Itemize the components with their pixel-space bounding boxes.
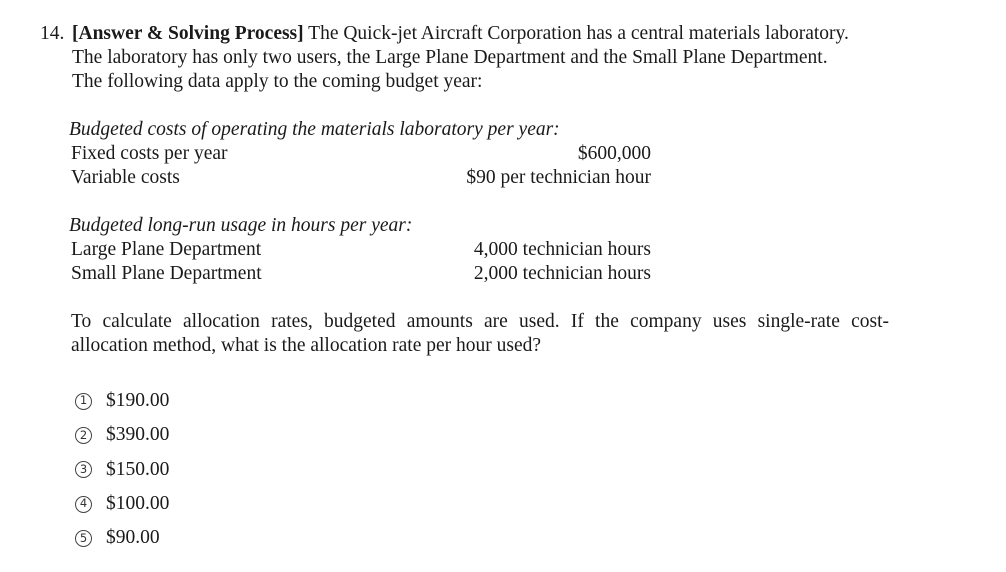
usage-row-value: 4,000 technician hours xyxy=(473,239,651,260)
option-number-circle: 3 xyxy=(75,461,92,478)
question-line-3: The following data apply to the coming budget year: xyxy=(72,71,483,92)
costs-row-value: $90 per technician hour xyxy=(466,167,651,188)
prompt-line-2: allocation method, what is the allocation rate per hour used? xyxy=(71,335,542,356)
question-tag: [Answer & Solving Process] xyxy=(72,23,304,44)
option-number-circle: 1 xyxy=(75,393,92,410)
answer-options xyxy=(75,384,169,555)
costs-heading: Budgeted costs of operating the materials laboratory per year: xyxy=(69,119,560,140)
answer-option-5[interactable] xyxy=(75,521,169,555)
option-text: $390.00 xyxy=(106,424,170,446)
usage-row-label: Small Plane Department xyxy=(71,263,262,284)
answer-option-2[interactable] xyxy=(75,418,169,452)
costs-row xyxy=(71,166,651,190)
option-text: $150.00 xyxy=(106,458,170,480)
answer-option-4[interactable] xyxy=(75,487,169,521)
answer-option-3[interactable] xyxy=(75,453,169,487)
prompt-line-1: To calculate allocation rates, budgeted amounts are used. If the company uses single-rate cost- xyxy=(71,311,889,332)
costs-section xyxy=(71,118,651,190)
usage-row-value: 2,000 technician hours xyxy=(473,263,651,284)
question-text xyxy=(72,22,900,94)
option-text: $90.00 xyxy=(106,527,160,549)
usage-heading: Budgeted long-run usage in hours per year: xyxy=(69,215,413,236)
option-number-circle: 4 xyxy=(75,496,92,513)
usage-row-label: Large Plane Department xyxy=(71,239,262,260)
answer-option-1[interactable] xyxy=(75,384,169,418)
usage-row xyxy=(71,262,651,286)
usage-section xyxy=(71,214,651,286)
question-number: 14. xyxy=(40,23,65,44)
option-text: $190.00 xyxy=(106,390,170,412)
option-number-circle: 5 xyxy=(75,530,92,547)
option-number-circle: 2 xyxy=(75,427,92,444)
usage-row xyxy=(71,238,651,262)
costs-row-value: $600,000 xyxy=(577,143,651,164)
question-prompt xyxy=(71,310,889,358)
costs-row-label: Variable costs xyxy=(71,167,180,188)
option-text: $100.00 xyxy=(106,493,170,515)
costs-row xyxy=(71,142,651,166)
question-line-2: The laboratory has only two users, the Large Plane Department and the Small Plane Department. xyxy=(72,47,828,68)
question-line-1 xyxy=(72,22,900,46)
question-intro xyxy=(40,22,900,94)
costs-row-label: Fixed costs per year xyxy=(71,143,228,164)
question-line-1-text: The Quick-jet Aircraft Corporation has a central materials laboratory. xyxy=(303,23,849,44)
